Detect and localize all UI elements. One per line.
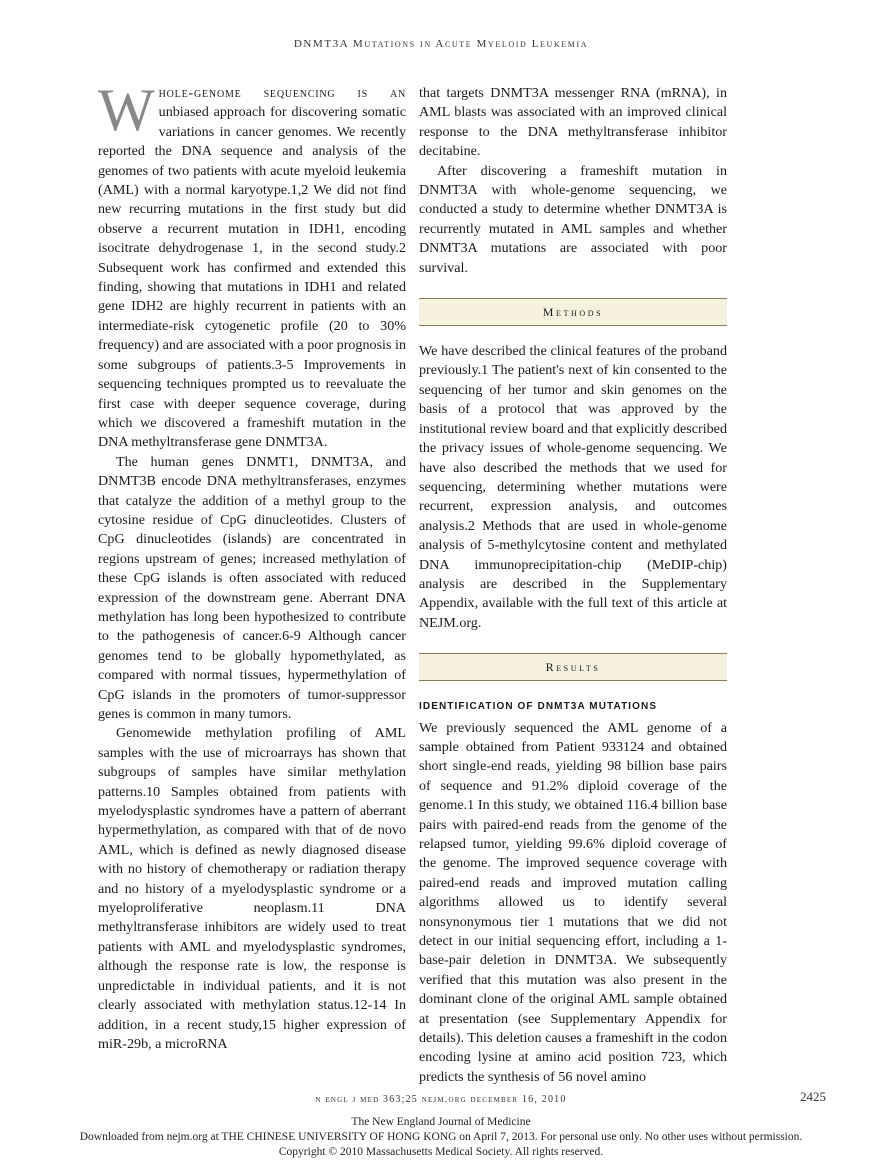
running-head: DNMT3A Mutations in Acute Myeloid Leukemia — [293, 38, 589, 50]
methods-paragraph: We have described the clinical features of the proband previously.1 The patient's next of kin consented to the sequencing of her tumor and skin genomes on the basis of a protocol that was approved by the institutional review board and that explicitly described the privacy issues of whole-genome sequencing. We have also described the methods that we used for sequencing, determining whether mutations were recurrent, expression analysis, and outcomes analysis.2 Methods that are used in whole-genome analysis of 5-methylcytosine content and methylated DNA immunoprecipitation-chip (MeDIP-chip) analysis are described in the Supplementary Appendix, available with the full text of this article at NEJM.org. — [419, 343, 727, 631]
results-heading: Results — [419, 653, 727, 681]
download-info: Downloaded from nejm.org at THE CHINESE UNIVERSITY OF HONG KONG on April 7, 2013. For personal use only. No other uses without permission. — [79, 1131, 803, 1143]
drop-cap: W — [98, 77, 155, 143]
copyright-line: Copyright © 2010 Massachusetts Medical Society. All rights reserved. — [278, 1146, 604, 1158]
intro-paragraph-1-text: unbiased approach for discovering somatic variations in cancer genomes. We recently reported the DNA sequence and analysis of the genomes of two patients with acute myeloid leukemia (AML) with a normal karyotype.1,2 We did not find new recurring mutations in the first study but did observe a recurrent mutation in IDH1, encoding isocitrate dehydrogenase 1, in the second study.2 Subsequent work has confirmed and extended this finding, showing that mutations in IDH1 and related gene IDH2 are highly recurrent in patients with an intermediate-risk cytogenetic profile (20 to 30% frequency) and are associated with a poor prognosis in some subgroups of patients.3-5 Improvements in sequencing techniques prompted us to reevaluate the first case with deeper sequence coverage, during which we discovered a frameshift mutation in the DNA methyltransferase gene DNMT3A. — [98, 104, 406, 451]
journal-name: The New England Journal of Medicine — [351, 1116, 531, 1128]
right-paragraph-1: that targets DNMT3A messenger RNA (mRNA), in AML blasts was associated with an improved clinical response to the DNA methyltransferase inhibitor decitabine. — [419, 85, 727, 160]
intro-lead-in: hole-genome sequencing is an — [158, 85, 406, 101]
page-number: 2425 — [800, 1089, 826, 1104]
footer-citation: n engl j med 363;25 nejm.org december 16, 2010 — [315, 1094, 567, 1105]
results-paragraph: We previously sequenced the AML genome of a sample obtained from Patient 933124 and obtained short single-end reads, yielding 98 billion base pairs of sequence and 91.2% diploid coverage of the genome.1 In this study, we obtained 116.4 billion base pairs with paired-end reads from the genome of the relapsed tumor, yielding 99.6% diploid coverage of the genome. The improved sequence coverage with paired-end reads and improved mutation calling algorithms allowed us to identify several nonsynonymous tier 1 mutations that we did not detect in our initial sequencing effort, including a 1-base-pair deletion in DNMT3A. We subsequently verified that this mutation was also present in the dominant clone of the original AML sample obtained at presentation (see Supplementary Appendix for details). This deletion causes a frameshift in the codon encoding lysine at amino acid position 723, which predicts the synthesis of 56 novel amino — [419, 719, 727, 1085]
left-column — [98, 77, 406, 1054]
intro-paragraph-3: Genomewide methylation profiling of AML samples with the use of microarrays has shown that subgroups of samples have similar methylation patterns.10 Samples obtained from patients with myelodysplastic syndromes have a pattern of aberrant hypermethylation, as compared with that of de novo AML, which is defined as newly diagnosed disease with no history of chemotherapy or radiation therapy and no history of a myelodysplastic syndrome or a myeloproliferative neoplasm.11 DNA methyltransferase inhibitors are widely used to treat patients with AML and myelodysplastic syndromes, although the response rate is low, the response is unpredictable in individual patients, and it is not clearly associated with methylation status.12-14 In addition, in a recent study,15 higher expression of miR-29b, a microRNA — [98, 725, 406, 1052]
intro-paragraph-2: The human genes DNMT1, DNMT3A, and DNMT3B encode DNA methyltransferases, enzymes that catalyze the addition of a methyl group to the cytosine residue of CpG dinucleotides. Clusters of CpG dinucleotides (islands) are concentrated in regions upstream of genes; increased methylation of these CpG islands is often associated with reduced expression of the downstream gene. Aberrant DNA methylation has long been hypothesized to contribute to the pathogenesis of cancer.6-9 Although cancer genomes tend to be globally hypomethylated, as compared with normal tissues, hypermethylation of CpG islands in the promoters of tumor-suppressor genes is common in many tumors. — [98, 453, 406, 722]
results-subheading: IDENTIFICATION OF DNMT3A MUTATIONS — [419, 701, 658, 713]
right-paragraph-2: After discovering a frameshift mutation in DNMT3A with whole-genome sequencing, we conducted a study to determine whether DNMT3A is recurrently mutated in AML samples and whether DNMT3A mutations are associated with poor survival. — [419, 162, 727, 276]
methods-heading: Methods — [419, 298, 727, 326]
right-column — [419, 84, 727, 1087]
intro-paragraph-1 — [98, 77, 406, 453]
download-notice — [0, 1115, 882, 1160]
